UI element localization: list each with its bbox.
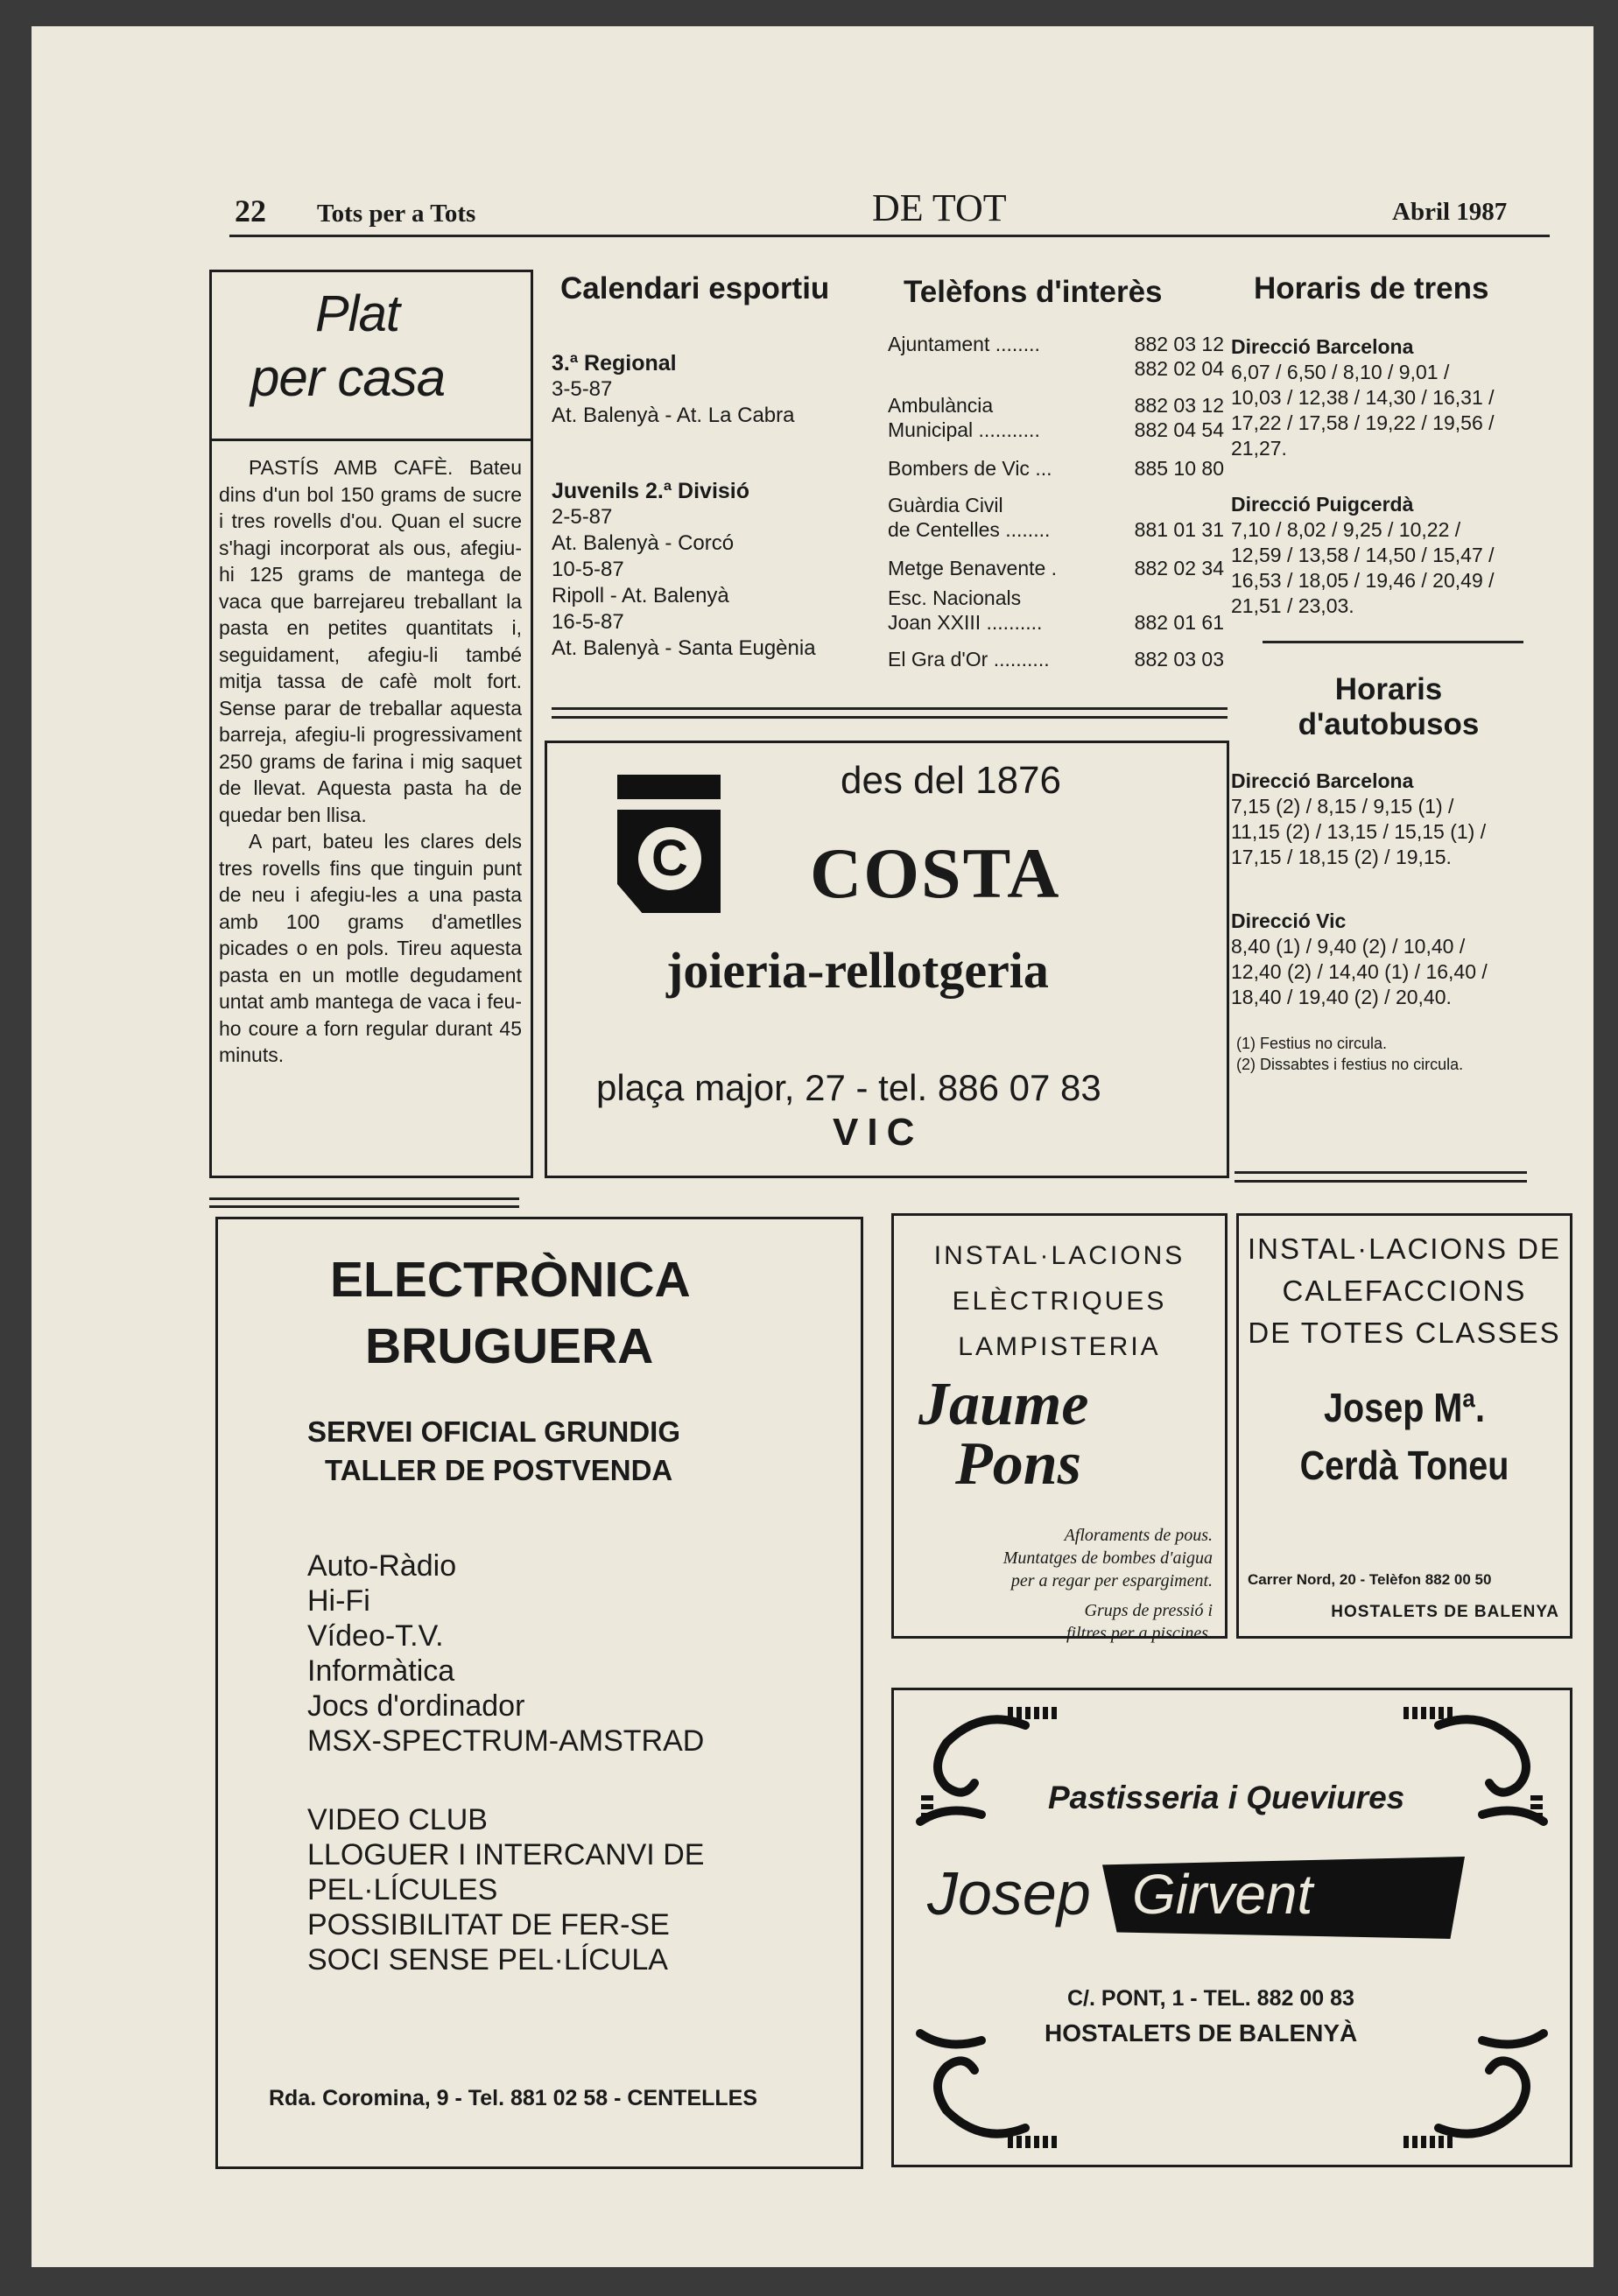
pons-ad [891,1213,1228,1643]
phone-number: 882 03 03 [1134,648,1224,671]
costa-name: COSTA [810,833,1061,913]
bruguera-sub-line1: SERVEI OFICIAL GRUNDIG [307,1415,681,1448]
trains-heading: Direcció Puigcerdà [1231,493,1414,516]
bus-title-line2: d'autobusos [1298,707,1480,741]
phone-number: 881 01 31 [1134,518,1224,541]
bus-notes [1236,1033,1463,1075]
trains-line: 16,53 / 18,05 / 19,46 / 20,49 / [1231,569,1495,592]
calendar-line: 10-5-87 [552,558,624,581]
pons-service-line: Muntatges de bombes d'aigua [1002,1548,1213,1568]
costa-ad [545,741,1229,1178]
middle-rule-a [552,707,1228,710]
cerda-name [1262,1379,1546,1494]
trains-line: 7,10 / 8,02 / 9,25 / 10,22 / [1231,518,1461,541]
calendar-heading: 3.ª Regional [552,351,677,376]
phone-number: 882 03 12 [1134,394,1224,417]
cerda-trades [1239,1228,1570,1354]
calendar-line: 2-5-87 [552,505,613,529]
girvent-town: HOSTALETS DE BALENYÀ [1045,2019,1358,2047]
girvent-name-first: Josep [927,1859,1091,1927]
recipe-rule-a [209,1197,519,1200]
phone-number: 882 04 54 [1134,418,1224,441]
costa-address: plaça major, 27 - tel. 886 07 83 [596,1067,1101,1108]
bus-title-line1: Horaris [1334,672,1443,706]
pons-trade-line: ELÈCTRIQUES [952,1287,1167,1316]
phone-name: Metge Benavente . [888,557,1058,579]
calendar-heading: Juvenils 2.ª Divisió [552,479,750,503]
issue-date: Abril 1987 [1392,198,1508,226]
phone-name: Guàrdia Civil [888,494,1003,516]
bus-note: (2) Dissabtes i festius no circula. [1236,1056,1464,1073]
phone-name: Bombers de Vic ... [888,457,1052,480]
phone-name: Ambulància [888,394,994,417]
bruguera-club-line: PEL·LÍCULES [307,1873,498,1906]
girvent-address: C/. PONT, 1 - TEL. 882 00 83 [1067,1986,1354,2011]
costa-logo-bar [617,775,721,799]
bruguera-name-line1: ELECTRÒNICA [330,1252,691,1308]
phone-number: 882 02 34 [1134,557,1224,579]
bruguera-address: Rda. Coromina, 9 - Tel. 881 02 58 - CENTELLES [269,2086,758,2110]
calendar-line: 3-5-87 [552,377,613,401]
recipe-paragraph-1: PASTÍS AMB CAFÈ. Bateu dins d'un bol 150 grams de sucre i tres rovells d'ou. Quan el sucre s'hagi incorporat als ous, afegiu-hi 125 grams de mantega de vaca que barrejareu treballant la pasta en petites quantitats i, seguidament, afegiu-li també mitja tassa de cafè molt fort. Sense parar de treballar aquesta barreja, afegiu-li progressivament 250 grams de farina i mig saquet de llevat. Aquesta pasta ha de quedar ben llisa. [219,456,522,826]
phone-name: Joan XXIII .......... [888,611,1043,634]
pons-trade-line: LAMPISTERIA [958,1332,1161,1361]
bruguera-club-line: LLOGUER I INTERCANVI DE [307,1838,705,1871]
trains-line: 21,27. [1231,437,1287,460]
phone-name: Ajuntament ........ [888,333,1040,355]
bruguera-service: Vídeo-T.V. [307,1619,444,1653]
page-number: 22 [235,193,266,228]
bruguera-club-line: VIDEO CLUB [307,1803,488,1836]
costa-since: des del 1876 [841,759,1061,802]
bruguera-service: Auto-Ràdio [307,1549,457,1583]
phone-name: de Centelles ........ [888,518,1051,541]
calendar-title: Calendari esportiu [560,271,830,305]
trains-block-puigcerda [1231,492,1495,619]
bruguera-service: Jocs d'ordinador [307,1689,525,1723]
cerda-address: Carrer Nord, 20 - Telèfon 882 00 50 [1248,1571,1492,1588]
phones-title: Telèfons d'interès [904,275,1163,309]
calendar-line: Ripoll - At. Balenyà [552,584,729,607]
recipe-title-panel [212,272,531,441]
cerda-trade-line: INSTAL·LACIONS DE [1248,1232,1561,1265]
trains-line: 21,51 / 23,03. [1231,594,1354,617]
cerda-town: HOSTALETS DE BALENYA [1331,1603,1559,1621]
bruguera-service: Informàtica [307,1654,455,1688]
bus-line: 7,15 (2) / 8,15 / 9,15 (1) / [1231,795,1454,818]
phone-name: Esc. Nacionals [888,586,1022,609]
trains-line: 12,59 / 13,58 / 14,50 / 15,47 / [1231,544,1495,566]
calendar-line: At. Balenyà - Santa Eugènia [552,636,816,660]
trains-line: 6,07 / 6,50 / 8,10 / 9,01 / [1231,361,1450,383]
bus-block-vic [1231,909,1488,1010]
pons-service-line: Grups de pressió i [1084,1601,1213,1620]
phone-number: 882 01 61 [1134,611,1224,634]
phone-number: 882 02 04 [1134,357,1224,380]
costa-city: VIC [833,1111,924,1154]
girvent-name-last: Girvent [1132,1863,1313,1926]
cerda-ad [1236,1213,1572,1639]
middle-rule-b [552,716,1228,719]
bus-line: 17,15 / 18,15 (2) / 19,15. [1231,846,1452,868]
phone-number: 882 03 12 [1134,333,1224,355]
trains-rule [1263,641,1523,643]
recipe-paragraph-2: A part, bateu les clares dels tres rovells fins que tinguin punt de neu i afegiu-les a una pasta amb 100 grams d'ametlles picades o en pols. Tireu aquesta pasta en un motlle degudament untat amb mantega de vaca i feu-ho coure a forn regular durant 45 minuts. [219,830,522,1066]
header-rule [229,235,1550,237]
pons-service-line: per a regar per espargiment. [1010,1571,1213,1590]
recipe-text [219,454,522,1069]
costa-trade: joieria-rellotgeria [666,942,1049,999]
pons-trade-line: INSTAL·LACIONS [933,1241,1185,1270]
bruguera-name-line2: BRUGUERA [365,1318,654,1374]
girvent-heading: Pastisseria i Queviures [1048,1780,1405,1815]
costa-logo-letter: C [638,827,701,890]
bruguera-club-line: POSSIBILITAT DE FER-SE [307,1908,670,1941]
recipe-box [209,270,533,1178]
trains-line: 10,03 / 12,38 / 14,30 / 16,31 / [1231,386,1495,409]
phone-number: 885 10 80 [1134,457,1224,480]
bruguera-sub-line2: TALLER DE POSTVENDA [325,1454,673,1486]
bus-line: 12,40 (2) / 14,40 (1) / 16,40 / [1231,960,1488,983]
bruguera-ad [215,1217,863,2169]
bus-line: 18,40 / 19,40 (2) / 20,40. [1231,986,1452,1008]
trains-block-barcelona [1231,334,1495,461]
magazine-page [32,26,1593,2267]
pons-services [1003,1524,1213,1645]
bus-block-barcelona [1231,769,1486,870]
calendar-line: At. Balenyà - Corcó [552,531,735,555]
pons-name-line2: Pons [955,1430,1081,1498]
girvent-ad [891,1688,1572,2167]
cerda-trade-line: DE TOTES CLASSES [1248,1317,1561,1349]
trains-line: 17,22 / 17,58 / 19,22 / 19,56 / [1231,411,1495,434]
bus-heading: Direcció Vic [1231,909,1347,932]
trains-heading: Direcció Barcelona [1231,335,1414,358]
bruguera-club-line: SOCI SENSE PEL·LÍCULA [307,1943,668,1977]
bruguera-video-club [307,1802,704,1977]
calendar-line: At. Balenyà - At. La Cabra [552,404,795,427]
bus-heading: Direcció Barcelona [1231,769,1414,792]
pons-service-line: Afloraments de pous. [1064,1526,1213,1545]
phone-name: Municipal ........... [888,418,1040,441]
bus-note: (1) Festius no circula. [1236,1035,1388,1052]
pons-trades [894,1233,1225,1370]
cerda-trade-line: CALEFACCIONS [1282,1274,1527,1307]
pons-service-line: filtres per a piscines. [1066,1624,1213,1643]
bus-rule-b [1235,1180,1527,1183]
bruguera-services [307,1548,704,1759]
cerda-name-line2: Cerdà Toneu [1299,1443,1509,1488]
magazine-title: DE TOT [872,186,1007,229]
calendar-block-regional [552,350,795,429]
phone-name: El Gra d'Or .......... [888,648,1050,671]
trains-title: Horaris de trens [1254,271,1489,305]
recipe-title-line1: Plat [315,285,399,342]
bruguera-service: MSX-SPECTRUM-AMSTRAD [307,1724,705,1758]
recipe-title-line2: per casa [250,348,446,407]
bus-line: 8,40 (1) / 9,40 (2) / 10,40 / [1231,935,1466,958]
cerda-name-line1: Josep Mª. [1324,1385,1485,1430]
bus-line: 11,15 (2) / 13,15 / 15,15 (1) / [1231,820,1487,843]
bus-rule-a [1235,1171,1527,1174]
section-title: Tots per a Tots [317,200,476,228]
calendar-block-juvenils [552,478,816,662]
bruguera-service: Hi-Fi [307,1584,370,1618]
bus-title [1257,672,1520,742]
pons-name-line1: Jaume [918,1371,1089,1438]
recipe-rule-b [209,1205,519,1208]
calendar-line: 16-5-87 [552,610,624,634]
